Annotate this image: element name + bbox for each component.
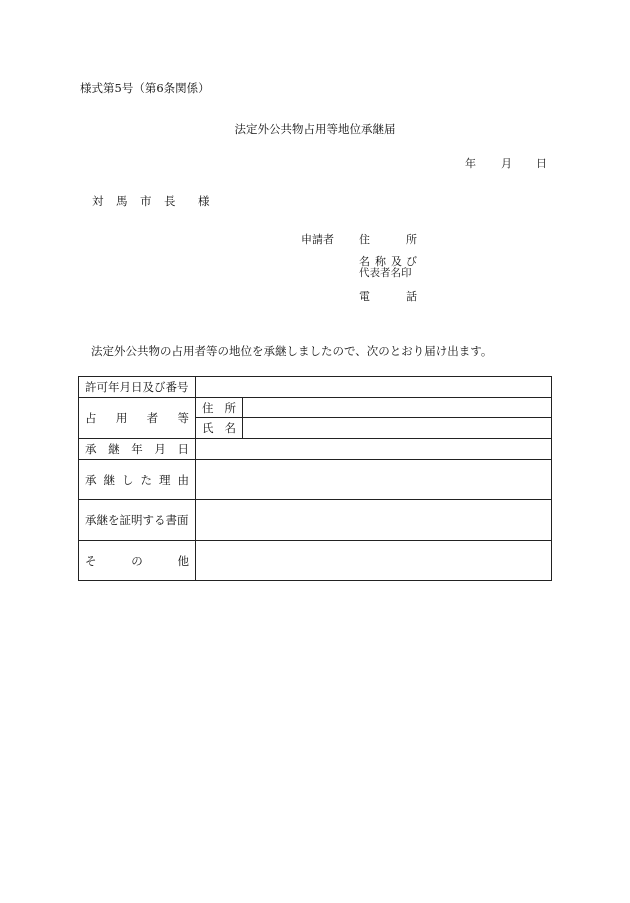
other-char: の bbox=[131, 553, 143, 568]
occupant-name-label bbox=[196, 418, 243, 439]
occupant-address-cell[interactable] bbox=[243, 398, 552, 418]
succession-form-table bbox=[78, 376, 552, 581]
date-year: 年 bbox=[465, 157, 476, 170]
addressee-char: 市 bbox=[140, 194, 152, 208]
addressee-char: 対 bbox=[92, 194, 104, 208]
addressee-honorific: 様 bbox=[198, 194, 210, 208]
applicant-label: 申請者 bbox=[301, 233, 334, 246]
reason-char: し bbox=[122, 472, 134, 487]
reason-cell[interactable] bbox=[196, 460, 552, 500]
reason-char: 理 bbox=[159, 472, 171, 487]
applicant-name-char: び bbox=[406, 255, 417, 268]
addressee bbox=[92, 193, 210, 209]
occupant-address-char: 住 bbox=[202, 400, 214, 415]
date-day: 日 bbox=[536, 157, 547, 170]
permit-value-cell[interactable] bbox=[196, 377, 552, 398]
other-cell[interactable] bbox=[196, 541, 552, 581]
reason-char: た bbox=[140, 472, 152, 487]
occupant-label-char: 等 bbox=[177, 411, 189, 425]
statement-text: 法定外公共物の占用者等の地位を承継しましたので、次のとおり届け出ます。 bbox=[91, 344, 493, 358]
table-row bbox=[79, 541, 552, 581]
table-row bbox=[79, 439, 552, 460]
succession-date-char: 承 bbox=[85, 442, 97, 456]
occupant-name-cell[interactable] bbox=[243, 418, 552, 439]
applicant-address-char: 所 bbox=[406, 233, 417, 246]
succession-date-label bbox=[79, 439, 196, 460]
proof-document-label: 承継を証明する書面 bbox=[79, 500, 196, 541]
occupant-label bbox=[79, 398, 196, 439]
other-char: そ bbox=[85, 553, 97, 568]
occupant-label-char: 占 bbox=[85, 411, 97, 425]
occupant-name-char: 氏 bbox=[202, 421, 214, 435]
reason-char: 承 bbox=[85, 472, 97, 487]
permit-label: 許可年月日及び番号 bbox=[79, 377, 196, 398]
reason-label bbox=[79, 460, 196, 500]
occupant-label-char: 用 bbox=[115, 411, 128, 425]
applicant-address-char: 住 bbox=[359, 233, 370, 246]
addressee-char: 馬 bbox=[116, 194, 128, 208]
table-row bbox=[79, 460, 552, 500]
occupant-name-char: 名 bbox=[224, 421, 236, 435]
applicant-phone-char: 電 bbox=[359, 290, 370, 303]
occupant-address-label bbox=[196, 398, 243, 418]
reason-char: 由 bbox=[177, 472, 189, 487]
succession-date-char: 月 bbox=[154, 442, 166, 456]
other-char: 他 bbox=[177, 553, 189, 568]
applicant-phone-char: 話 bbox=[406, 290, 417, 303]
applicant-name-char: 称 bbox=[375, 255, 386, 268]
reason-char: 継 bbox=[103, 472, 115, 487]
form-number: 様式第5号（第6条関係） bbox=[80, 81, 210, 95]
table-row bbox=[79, 500, 552, 541]
table-row bbox=[79, 377, 552, 398]
table-row bbox=[79, 398, 552, 418]
document-title: 法定外公共物占用等地位承継届 bbox=[234, 122, 396, 136]
occupant-address-char: 所 bbox=[224, 400, 236, 415]
addressee-char: 長 bbox=[164, 194, 176, 208]
succession-date-char: 継 bbox=[108, 442, 120, 456]
succession-date-char: 日 bbox=[177, 442, 189, 456]
proof-document-cell[interactable] bbox=[196, 500, 552, 541]
date-month: 月 bbox=[501, 157, 512, 170]
occupant-label-char: 者 bbox=[146, 411, 159, 425]
other-label bbox=[79, 541, 196, 581]
succession-date-char: 年 bbox=[131, 442, 143, 456]
applicant-name-char: 及 bbox=[391, 255, 402, 268]
applicant-representative: 代表者名印 bbox=[359, 267, 412, 279]
succession-date-cell[interactable] bbox=[196, 439, 552, 460]
applicant-name-char: 名 bbox=[359, 255, 370, 268]
